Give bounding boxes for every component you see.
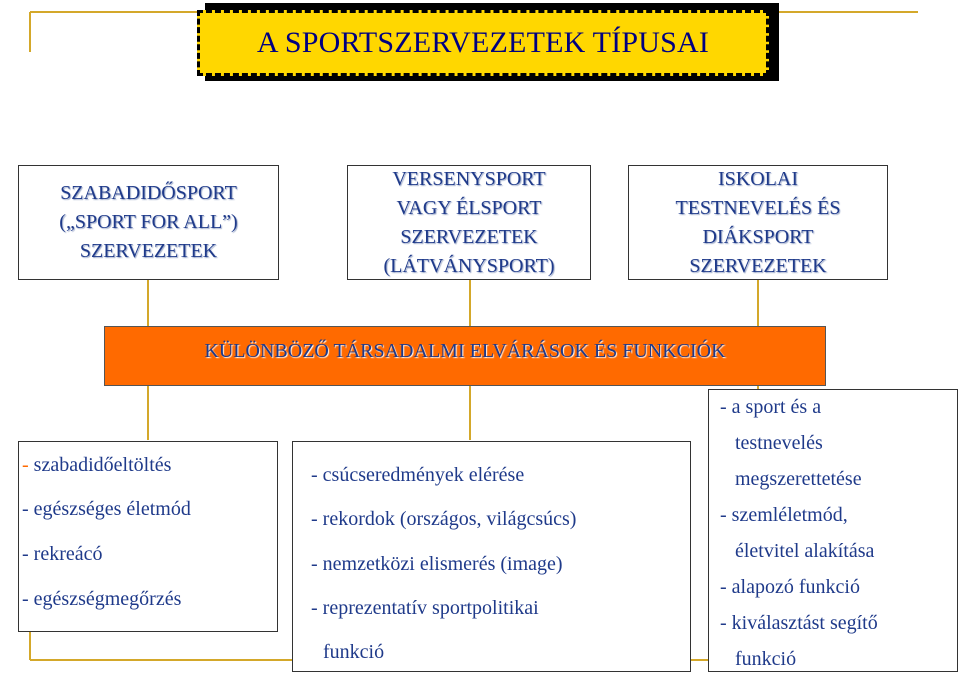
category-box-competitive-sport: [347, 165, 591, 280]
list-item: - nemzetközi elismerés (image): [311, 553, 563, 575]
list-item: - kiválasztást segítő: [720, 612, 878, 634]
list-item: - rekordok (országos, világcsúcs): [311, 508, 577, 530]
list-item: - egészségmegőrzés: [22, 588, 182, 610]
category-line: („SPORT FOR ALL”): [59, 211, 238, 233]
category-line: SZABADIDŐSPORT: [60, 182, 237, 204]
list-item: - reprezentatív sportpolitikai: [311, 597, 539, 619]
expectations-label: KÜLÖNBÖZŐ TÁRSADALMI ELVÁRÁSOK ÉS FUNKCIÓK: [204, 340, 726, 362]
list-dash: -: [22, 454, 29, 476]
list-item: funkció: [323, 641, 385, 663]
title-banner: [197, 10, 769, 76]
list-item: - rekreácó: [22, 543, 103, 565]
list-item: - szemléletmód,: [720, 504, 848, 526]
category-box-school-sport: [628, 165, 888, 280]
list-item: - egészséges életmód: [22, 498, 191, 520]
list-item: - a sport és a: [720, 396, 822, 418]
category-line: (LÁTVÁNYSPORT): [383, 254, 555, 277]
list-item: életvitel alakítása: [735, 540, 875, 562]
functions-box-leisure: [18, 441, 278, 632]
list-item-text: szabadidőeltöltés: [28, 454, 172, 476]
list-item: [22, 454, 171, 477]
list-item: - alapozó funkció: [720, 576, 860, 598]
category-line: VAGY ÉLSPORT: [396, 196, 542, 219]
category-line: SZERVEZETEK: [400, 225, 538, 248]
category-line: ISKOLAI: [718, 167, 798, 190]
category-line: SZERVEZETEK: [79, 240, 218, 262]
category-box-leisure-sport: [18, 165, 279, 280]
list-item: megszerettetése: [735, 468, 862, 490]
category-line: DIÁKSPORT: [702, 225, 814, 248]
functions-box-competitive: [292, 441, 691, 672]
category-line: VERSENYSPORT: [392, 167, 546, 190]
list-item: funkció: [735, 648, 797, 670]
functions-box-school: [708, 389, 958, 672]
list-item: testnevelés: [735, 432, 823, 454]
category-line: TESTNEVELÉS ÉS: [675, 196, 841, 219]
list-item: - csúcseredmények elérése: [311, 464, 525, 486]
category-line: SZERVEZETEK: [689, 254, 827, 277]
page-title: A SPORTSZERVEZETEK TÍPUSAI: [256, 26, 710, 59]
expectations-band: [104, 326, 826, 386]
